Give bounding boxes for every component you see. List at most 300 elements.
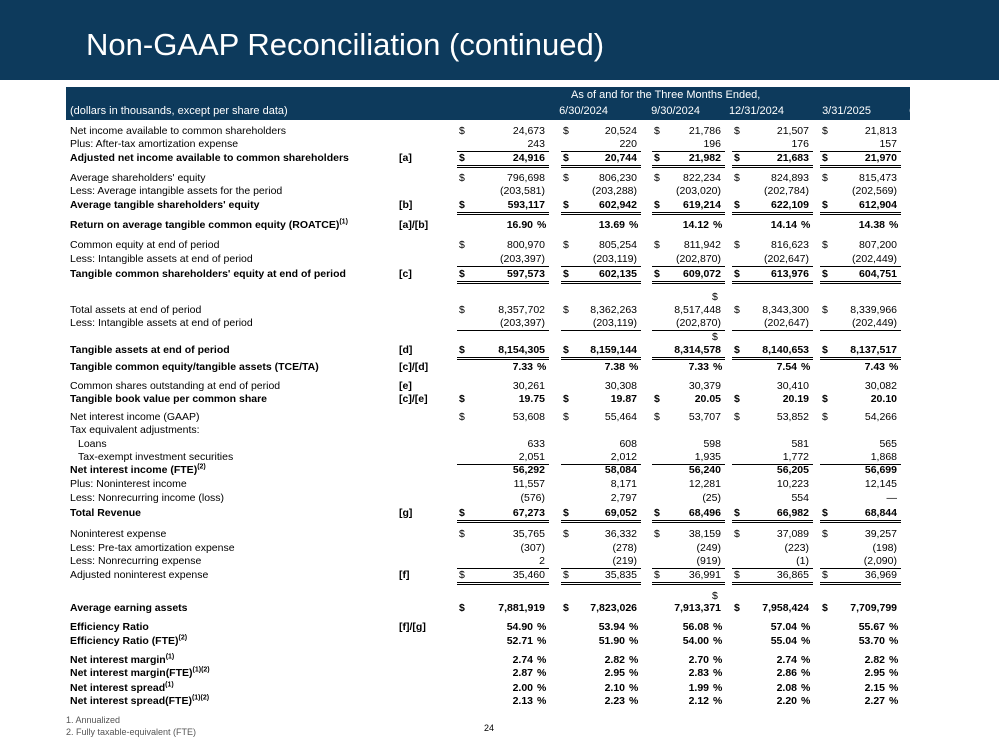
currency-symbol: $ [822,411,828,423]
currency-symbol: $ [459,268,465,280]
double-underline [820,165,901,168]
row-label-text: Net interest margin [70,654,166,666]
cell-value: 30,082 [864,380,897,392]
underline [561,330,641,331]
currency-symbol: $ [654,569,660,581]
row-label [70,361,319,374]
currency-symbol: $ [654,393,660,405]
row-label-text: Less: Nonrecurring expense [70,555,202,567]
row-label-text: Net interest income (GAAP) [70,411,200,423]
row-label-text: Plus: After-tax amortization expense [70,138,239,150]
page-number: 24 [484,723,495,733]
cell-value: 598 [703,438,721,450]
cell-value: 21,786 [688,125,721,137]
double-underline [820,520,901,523]
cell-value: 21,683 [776,152,809,164]
row-label [70,682,174,695]
percent-symbol: % [537,219,547,231]
cell-value: 53.94 [598,621,625,633]
cell-value: 8,154,305 [498,344,545,356]
percent-symbol: % [629,654,639,666]
cell-value: 2.20 [776,695,797,707]
currency-symbol: $ [654,152,660,164]
currency-symbol: $ [822,569,828,581]
currency-symbol: $ [822,268,828,280]
cell-value: 2.74 [512,654,533,666]
cell-value: 24,673 [512,125,545,137]
column-header: 12/31/2024 [728,105,784,117]
currency-symbol: $ [459,199,465,211]
row-label-text: Common shares outstanding at end of period [70,380,281,392]
row-label [70,268,346,281]
row-label [70,478,187,491]
cell-value: 16.90 [506,219,533,231]
cell-value: (1) [796,555,809,567]
double-underline [732,357,813,360]
row-label [70,464,206,477]
currency-symbol: $ [822,239,828,251]
underline [732,330,813,331]
cell-value: 66,982 [776,507,809,519]
cell-value: 51.90 [598,635,625,647]
cell-value: 2,797 [610,492,637,504]
cell-value: 613,976 [771,268,809,280]
row-label [70,304,201,317]
cell-value: (198) [872,542,897,554]
double-underline [457,165,549,168]
cell-value: 36,969 [864,569,897,581]
double-underline [732,212,813,215]
percent-symbol: % [889,695,899,707]
currency-symbol: $ [563,393,569,405]
cell-value: 157 [879,138,897,150]
currency-symbol: $ [734,528,740,540]
row-label [70,199,259,212]
cell-value: 604,751 [859,268,897,280]
row-label [70,654,174,667]
cell-value: 30,379 [688,380,721,392]
double-underline [820,281,901,284]
cell-value: 54.00 [682,635,709,647]
row-label [70,344,230,357]
cell-value: (202,784) [764,185,809,197]
cell-value: 20.10 [870,393,897,405]
currency-symbol: $ [563,125,569,137]
row-label-text: Net income available to common shareholders [70,125,286,137]
cell-value: (307) [520,542,545,554]
row-label-text: Tangible common shareholders' equity at end of period [70,268,346,280]
row-label [70,380,280,393]
cell-value: 20,524 [604,125,637,137]
currency-symbol: $ [563,152,569,164]
row-label [70,424,200,437]
row-label [70,152,349,165]
unit-label: (dollars in thousands, except per share data) [70,105,288,117]
double-underline [732,520,813,523]
row-label-text: Net interest spread [70,682,166,694]
cell-value: 622,109 [771,199,809,211]
currency-symbol: $ [563,172,569,184]
table-row [0,253,999,266]
row-reference: [c]/[d] [399,361,429,373]
currency-symbol: $ [563,199,569,211]
row-label [70,219,348,232]
percent-symbol: % [629,219,639,231]
table-row [0,411,999,424]
table-row [0,380,999,393]
row-label-text: Less: Average intangible assets for the period [70,185,283,197]
row-label [70,138,238,151]
currency-symbol: $ [459,152,465,164]
cell-value: 36,332 [604,528,637,540]
cell-value: 67,273 [512,507,545,519]
row-label [70,602,188,615]
cell-value: 7,823,026 [590,602,637,614]
cell-value: (249) [696,542,721,554]
cell-value: (2,090) [863,555,897,567]
currency-symbol: $ [654,507,660,519]
cell-value: 56,699 [864,464,897,476]
cell-value: 1.99 [688,682,709,694]
double-underline [457,281,549,284]
cell-value: 2.00 [512,682,533,694]
row-label-text: Less: Pre-tax amortization expense [70,542,235,554]
row-label [70,507,141,520]
table-row [0,268,999,281]
row-label-text: Total assets at end of period [70,304,202,316]
cell-value: 243 [527,138,545,150]
cell-value: 11,557 [513,478,545,490]
cell-value: 2.83 [688,667,709,679]
row-label [70,239,219,252]
row-label-text: Average earning assets [70,602,188,614]
percent-symbol: % [889,361,899,373]
double-underline [732,281,813,284]
cell-value: 54,266 [864,411,897,423]
percent-symbol: % [537,682,547,694]
row-reference: [g] [399,507,413,519]
row-label-text: Tax equivalent adjustments: [70,424,200,436]
currency-symbol: $ [654,125,660,137]
underline [820,266,901,267]
cell-value: (202,870) [676,317,721,329]
percent-symbol: % [537,635,547,647]
cell-value: 593,117 [507,199,545,211]
double-underline [561,357,641,360]
column-header: 9/30/2024 [651,105,700,117]
percent-symbol: % [713,654,723,666]
currency-symbol: $ [563,507,569,519]
table-row [0,219,999,232]
table-row [0,507,999,520]
underline [457,330,549,331]
table-row [0,682,999,695]
cell-value: 2,051 [518,451,545,463]
cell-value: 2.74 [776,654,797,666]
currency-symbol: $ [563,411,569,423]
table-row [0,478,999,491]
row-label-text: Tangible common equity/tangible assets (TCE/TA) [70,361,319,373]
cell-value: 21,970 [864,152,897,164]
row-label [70,411,200,424]
cell-value: 7.54 [776,361,797,373]
cell-value: 55.04 [770,635,797,647]
table-row [0,239,999,252]
percent-symbol: % [629,361,639,373]
row-label [70,172,205,185]
table-row [0,621,999,634]
currency-symbol: $ [459,411,465,423]
row-label-text: Tangible book value per common share [70,393,268,405]
row-label-text: Average shareholders' equity [70,172,206,184]
cell-value: 52.71 [506,635,533,647]
footnote-marker: (2) [178,634,188,642]
row-label [70,555,201,568]
cell-value: 30,308 [604,380,637,392]
cell-value: (278) [612,542,637,554]
cell-value: 8,339,966 [850,304,897,316]
currency-symbol: $ [734,268,740,280]
footnote-marker: (1) [339,218,348,226]
cell-value: 7,913,371 [674,602,721,614]
cell-value: 2.13 [512,695,533,707]
table-row [0,438,999,451]
percent-symbol: % [713,695,723,707]
row-label [70,393,267,406]
cell-value: 2.86 [776,667,797,679]
table-row [0,172,999,185]
cell-value: 36,991 [688,569,721,581]
row-label-text: Return on average tangible common equity (ROATCE) [70,219,340,231]
table-row [0,654,999,667]
footnote-marker: (2) [197,463,206,471]
row-label-text: Net interest spread(FTE) [70,695,192,707]
currency-symbol: $ [734,199,740,211]
cell-value: 36,865 [776,569,809,581]
currency-symbol: $ [654,239,660,251]
table-row [0,569,999,582]
table-row [0,125,999,138]
column-header: 6/30/2024 [559,105,608,117]
percent-symbol: % [801,635,811,647]
currency-symbol: $ [734,239,740,251]
table-row [0,152,999,165]
percent-symbol: % [889,621,899,633]
percent-symbol: % [889,667,899,679]
cell-value: 53,608 [512,411,545,423]
double-underline [457,520,549,523]
cell-value: (223) [784,542,809,554]
row-label-text: Adjusted noninterest expense [70,569,209,581]
currency-symbol: $ [654,172,660,184]
cell-value: 2.82 [864,654,885,666]
percent-symbol: % [629,695,639,707]
double-underline [652,281,725,284]
row-label-text: Net interest income (FTE) [70,464,198,476]
cell-value: 1,868 [870,451,897,463]
cell-value: (203,397) [500,317,545,329]
double-underline [561,281,641,284]
cell-value: 21,813 [864,125,897,137]
currency-symbol: $ [734,125,740,137]
cell-value: 796,698 [507,172,545,184]
row-label-text: Plus: Noninterest income [70,478,187,490]
percent-symbol: % [801,667,811,679]
double-underline [561,165,641,168]
currency-symbol: $ [654,528,660,540]
row-label [70,528,166,541]
table-row [0,542,999,555]
cell-value: 602,942 [599,199,637,211]
percent-symbol: % [537,361,547,373]
cell-value: 55.67 [858,621,885,633]
row-label-text: Net interest margin(FTE) [70,667,193,679]
cell-value: — [886,492,897,504]
row-label [78,451,233,464]
table-row [0,304,999,317]
currency-symbol: $ [822,172,828,184]
cell-value: 56.08 [682,621,709,633]
currency-symbol: $ [563,304,569,316]
currency-symbol: $ [459,239,465,251]
currency-symbol: $ [563,528,569,540]
currency-symbol: $ [734,411,740,423]
currency-symbol: $ [459,507,465,519]
percent-symbol: % [537,667,547,679]
row-reference: [f] [399,569,410,581]
cell-value: 220 [619,138,637,150]
cell-value: 8,137,517 [850,344,897,356]
cell-value: 196 [703,138,721,150]
cell-value: 53.70 [858,635,885,647]
cell-value: 602,135 [599,268,637,280]
cell-value: 8,171 [610,478,637,490]
period-span-label: As of and for the Three Months Ended, [571,89,761,101]
row-label-text: Efficiency Ratio [70,621,149,633]
percent-symbol: % [801,219,811,231]
cell-value: (576) [520,492,545,504]
cell-value: 69,052 [604,507,637,519]
percent-symbol: % [889,219,899,231]
percent-symbol: % [537,621,547,633]
cell-value: 8,343,300 [762,304,809,316]
cell-value: 2.82 [604,654,625,666]
cell-value: (203,020) [676,185,721,197]
cell-value: 68,496 [688,507,721,519]
row-label-text: Less: Intangible assets at end of period [70,253,253,265]
currency-symbol: $ [822,393,828,405]
cell-value: 2.95 [604,667,625,679]
cell-value: 2.23 [604,695,625,707]
cell-value: 19.75 [518,393,545,405]
currency-symbol: $ [822,602,828,614]
page-title: Non-GAAP Reconciliation (continued) [86,27,605,62]
cell-value: 807,200 [859,239,897,251]
cell-value: 20.05 [694,393,721,405]
cell-value: 30,410 [776,380,809,392]
double-underline [732,582,813,585]
cell-value: 56,240 [688,464,721,476]
currency-symbol: $ [822,125,828,137]
cell-value: 2.10 [604,682,625,694]
row-reference: [d] [399,344,413,356]
cell-value: 35,765 [512,528,545,540]
currency-symbol: $ [734,344,740,356]
cell-value: 13.69 [598,219,625,231]
cell-value: 68,844 [864,507,897,519]
currency-symbol: $ [734,172,740,184]
double-underline [652,582,725,585]
row-label-text: Tangible assets at end of period [70,344,230,356]
cell-value: 619,214 [683,199,721,211]
percent-symbol: % [801,695,811,707]
currency-symbol: $ [563,569,569,581]
row-reference: [e] [399,380,412,392]
cell-value: 608 [619,438,637,450]
cell-value: (203,119) [592,317,637,329]
percent-symbol: % [713,682,723,694]
cell-value: 14.12 [682,219,709,231]
percent-symbol: % [889,682,899,694]
footnote: 2. Fully taxable-equivalent (FTE) [66,727,197,737]
currency-symbol: $ [822,528,828,540]
row-label-text: Average tangible shareholders' equity [70,199,260,211]
cell-value: 55,464 [604,411,637,423]
currency-symbol: $ [459,393,465,405]
currency-symbol: $ [822,304,828,316]
cell-value: 54.90 [506,621,533,633]
currency-symbol: $ [822,199,828,211]
table-row [0,185,999,198]
currency-symbol: $ [654,268,660,280]
cell-value: 57.04 [770,621,797,633]
currency-symbol: $ [734,304,740,316]
table-row [0,424,999,437]
percent-symbol: % [801,361,811,373]
cell-value: 2.70 [688,654,709,666]
row-label-text: Common equity at end of period [70,239,220,251]
double-underline [652,212,725,215]
cell-value: 14.14 [770,219,797,231]
currency-symbol: $ [822,507,828,519]
table-row [0,393,999,406]
row-reference: [a]/[b] [399,219,429,231]
double-underline [457,212,549,215]
row-reference: [b] [399,199,413,211]
double-underline [561,582,641,585]
table-row [0,464,999,477]
cell-value: (203,119) [592,253,637,265]
table-row [0,667,999,680]
cell-value: (25) [702,492,721,504]
table-row [0,492,999,505]
cell-value: 14.38 [858,219,885,231]
row-label [70,317,253,330]
row-reference: [a] [399,152,412,164]
currency-symbol: $ [563,344,569,356]
currency-symbol: $ [734,569,740,581]
cell-value: 53,852 [776,411,809,423]
cell-value: 7.38 [604,361,625,373]
currency-symbol: $ [654,411,660,423]
row-reference: [f]/[g] [399,621,426,633]
table-row [0,635,999,648]
row-label [78,438,107,451]
double-underline [561,212,641,215]
table-row [0,451,999,464]
cell-value: 8,517,448 [674,304,721,316]
cell-value: (219) [612,555,637,567]
